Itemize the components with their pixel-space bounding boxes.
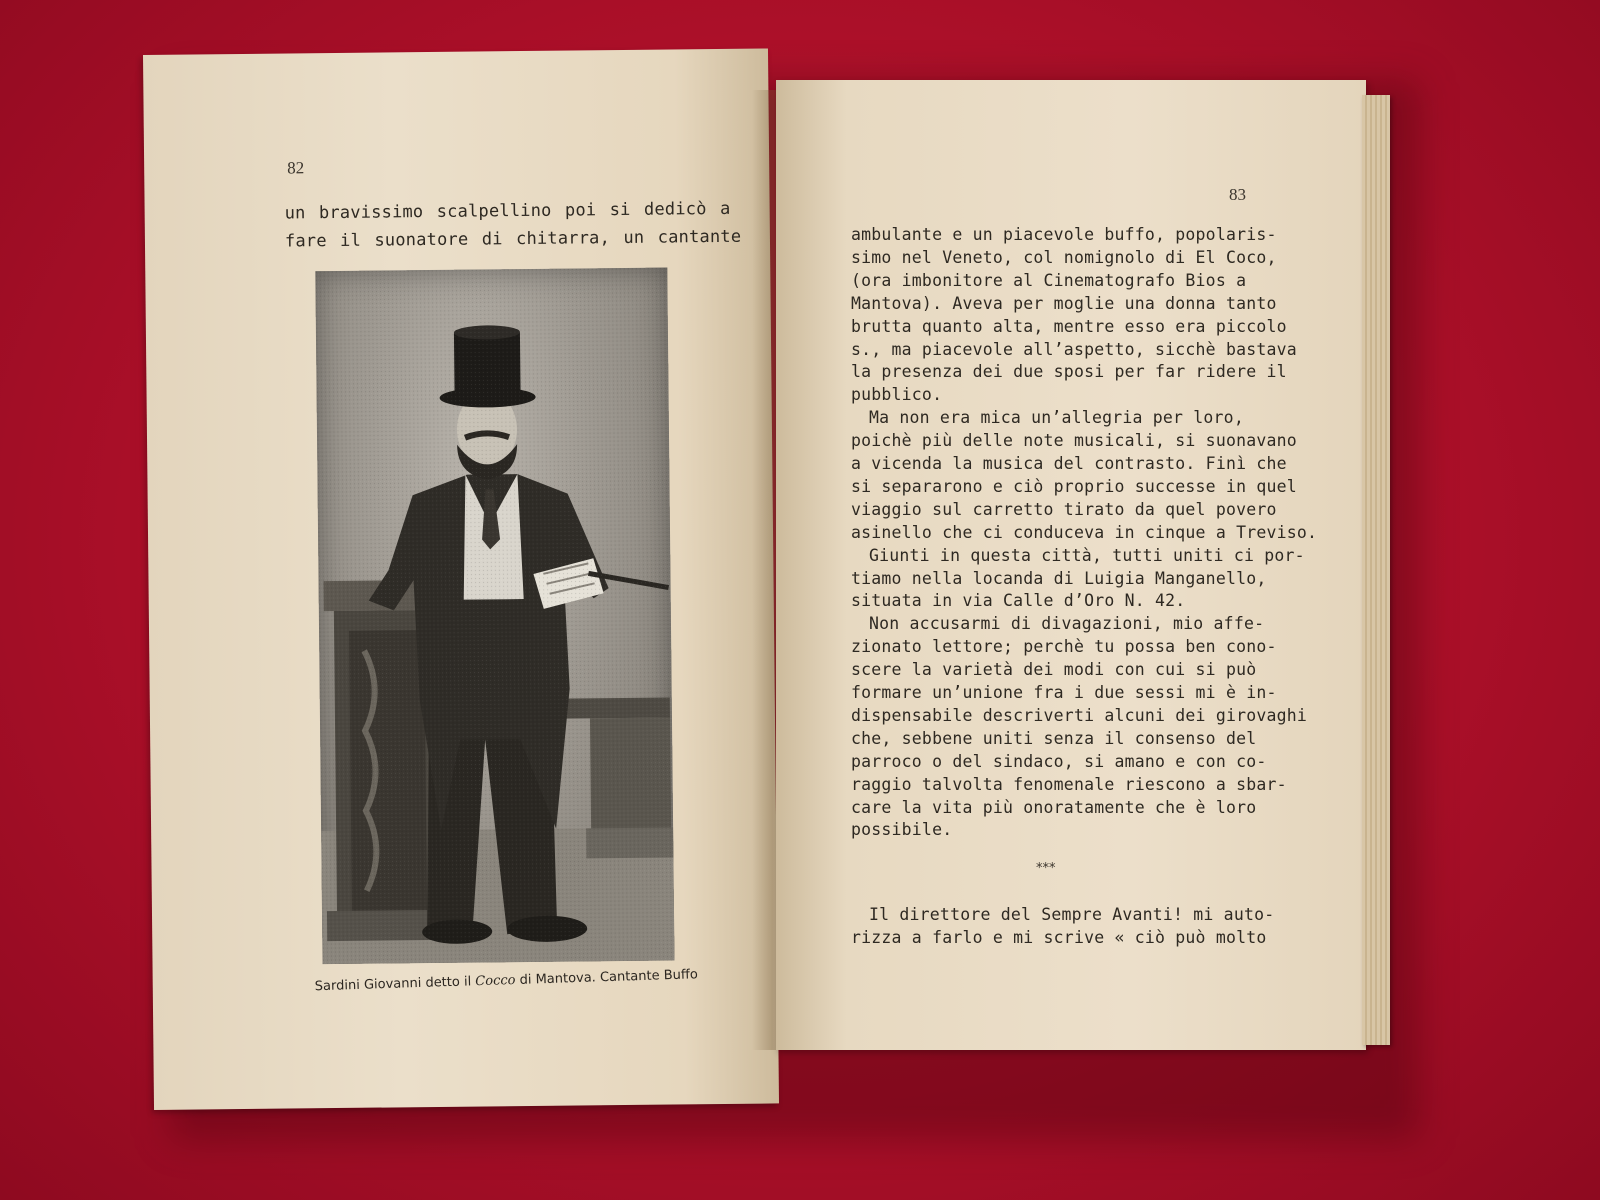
right-text-line-20: scere la varietà dei modi con cui si può	[851, 660, 1257, 680]
right-text-line-16: tiamo nella locanda di Luigia Manganello,	[851, 568, 1267, 588]
right-text-line-12: si separarono e ciò proprio successe in quel	[851, 476, 1297, 496]
right-text-line-4: Mantova). Aveva per moglie una donna tanto	[851, 293, 1277, 313]
left-text-line-1: un bravissimo scalpellino poi si dedicò a	[284, 198, 731, 224]
right-final-line-1: Il direttore del Sempre Avanti! mi auto-	[869, 905, 1275, 925]
right-page	[776, 80, 1366, 1050]
right-text-line-22: dispensabile descriverti alcuni dei girovaghi	[851, 705, 1308, 725]
portrait-photo	[315, 268, 674, 965]
right-text-line-14: asinello che ci conduceva in cinque a Treviso.	[851, 522, 1318, 542]
right-text-line-21: formare un’unione fra i due sessi mi è in-	[851, 683, 1277, 702]
right-text-line-18: Non accusarmi di divagazioni, mio affe-	[869, 614, 1265, 634]
right-text-line-11: a vicenda la musica del contrasto. Finì che	[851, 454, 1287, 473]
right-text-line-17: situata in via Calle d’Oro N. 42.	[851, 591, 1186, 611]
right-text-line-2: simo nel Veneto, col nomignolo di El Coco,	[851, 247, 1277, 267]
right-text-line-13: viaggio sul carretto tirato da quel povero	[851, 499, 1277, 519]
right-text-line-15: Giunti in questa città, tutti uniti ci por-	[869, 545, 1305, 565]
right-text-line-7: la presenza dei due sposi per far ridere il	[851, 362, 1287, 382]
left-page-number: 82	[287, 158, 305, 178]
right-text-line-23: che, sebbene uniti senza il consenso del	[851, 728, 1257, 748]
page-edges	[1362, 95, 1390, 1045]
right-page-number: 83	[1229, 185, 1246, 204]
right-text-line-26: care la vita più onoratamente che è loro	[851, 797, 1257, 817]
left-page	[143, 48, 779, 1109]
photo-caption	[315, 967, 698, 994]
portrait-illustration	[315, 268, 674, 965]
left-text-line-2: fare il suonatore di chitarra, un cantante	[284, 226, 742, 252]
right-text-line-6: s., ma piacevole all’aspetto, sicchè bastava	[851, 339, 1297, 359]
right-text-line-25: raggio talvolta fenomenale riescono a sbar-	[851, 774, 1287, 794]
right-final-line-2: rizza a farlo e mi scrive « ciò può molto	[851, 928, 1267, 948]
caption-text-end: di Mantova. Cantante Buffo	[515, 967, 699, 988]
right-text-line-19: zionato lettore; perchè tu possa ben cono-	[851, 637, 1277, 657]
right-text-line-5: brutta quanto alta, mentre esso era piccolo	[851, 316, 1287, 336]
right-text-line-3: (ora imbonitore al Cinematografo Bios a	[851, 270, 1247, 290]
section-separator: ***	[1036, 861, 1056, 877]
right-text-line-1: ambulante e un piacevole buffo, popolaris-	[851, 225, 1277, 244]
caption-italic-name: Cocco	[475, 972, 516, 990]
right-text-line-9: Ma non era mica un’allegria per loro,	[869, 408, 1244, 428]
right-text-line-24: parroco o del sindaco, si amano e con co-	[851, 751, 1267, 771]
caption-text-start: Sardini Giovanni detto il	[314, 974, 476, 995]
right-text-line-10: poichè più delle note musicali, si suonavano	[851, 431, 1297, 451]
right-text-line-27: possibile.	[851, 820, 953, 840]
right-text-line-8: pubblico.	[851, 385, 943, 405]
